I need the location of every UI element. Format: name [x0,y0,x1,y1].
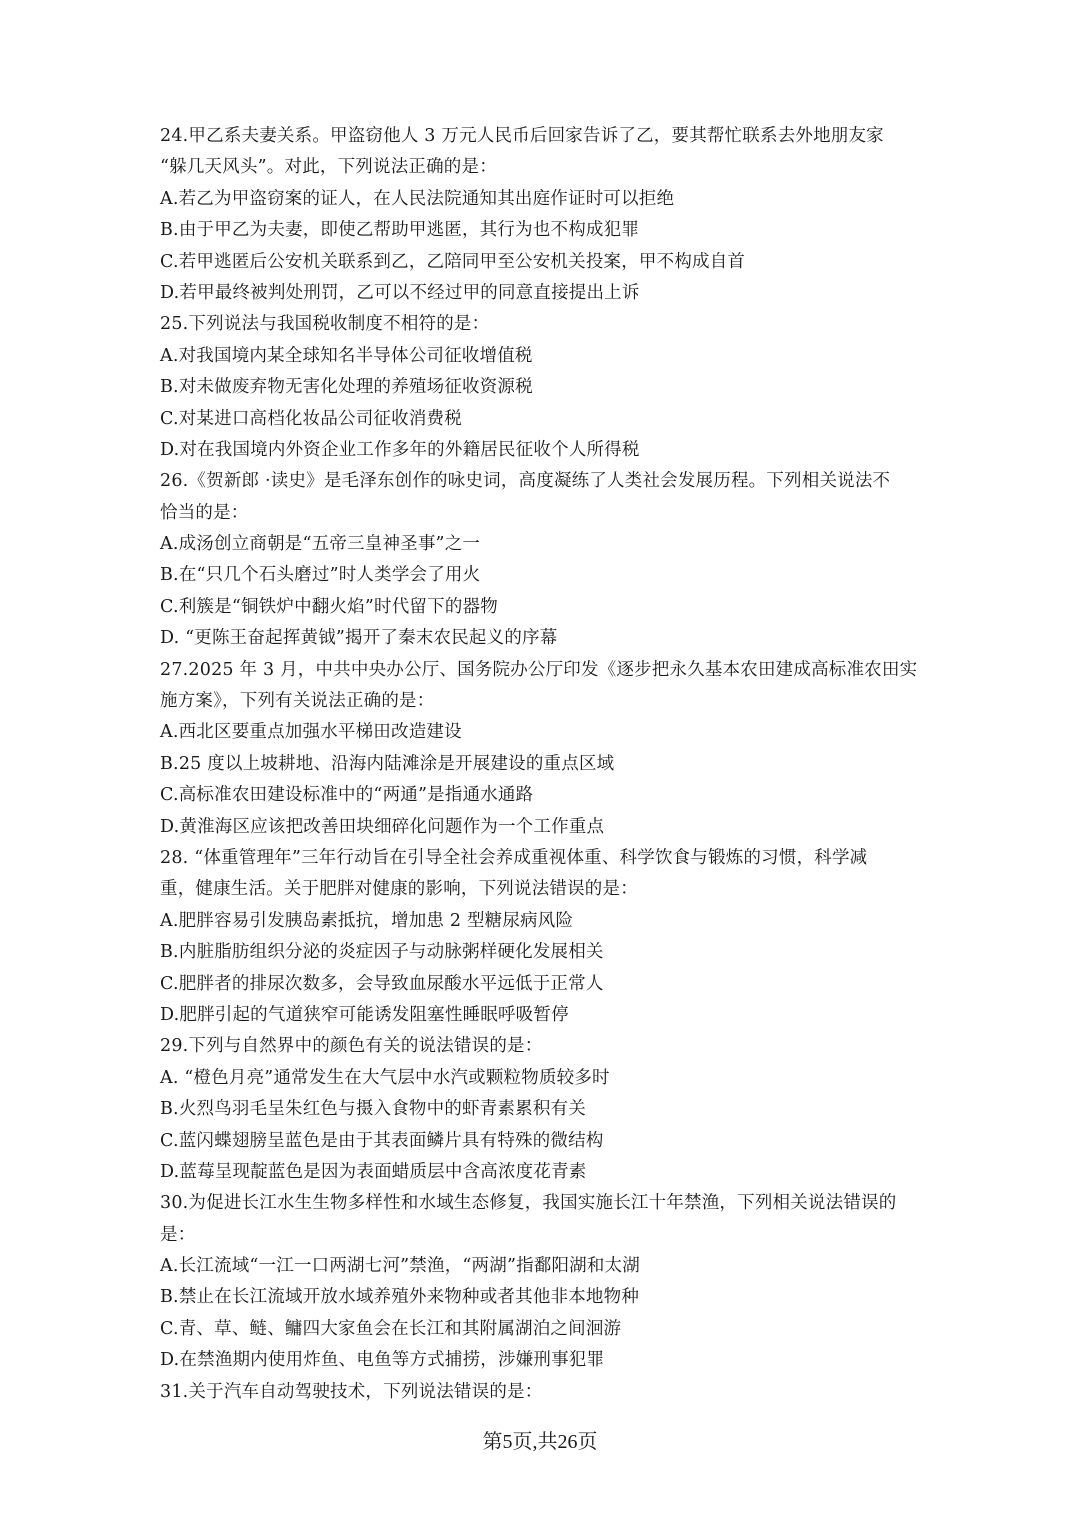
text-line: D. “更陈王奋起挥黄钺”揭开了秦末农民起义的序幕 [160,628,558,649]
text-line: B.火烈鸟羽毛呈朱红色与摄入食物中的虾青素累积有关 [160,1099,586,1120]
text-line: 29.下列与自然界中的颜色有关的说法错误的是： [160,1036,543,1057]
text-line: C.肥胖者的排尿次数多，会导致血尿酸水平远低于正常人 [160,973,604,994]
text-line: “躲几天风头”。对此，下列说法正确的是： [160,157,497,178]
text-line: B.对未做废弃物无害化处理的养殖场征收资源税 [160,377,533,398]
text-line: B.在“只几个石头磨过”时人类学会了用火 [160,565,481,586]
text-line: 恰当的是： [160,502,249,523]
text-line: C.对某进口高档化妆品公司征收消费税 [160,408,462,429]
text-line: 27.2025 年 3 月，中共中央办公厅、国务院办公厅印发《逐步把永久基本农田建成高标准农田实 [160,659,918,680]
text-line: B.由于甲乙为夫妻，即使乙帮助甲逃匿，其行为也不构成犯罪 [160,220,640,241]
text-line: A.西北区要重点加强水平梯田改造建设 [160,722,462,743]
text-line: 26.《贺新郎 ·读史》是毛泽东创作的咏史词，高度凝练了人类社会发展历程。下列相关说法不 [160,471,891,492]
text-line: D.在禁渔期内使用炸鱼、电鱼等方式捕捞，涉嫌刑事犯罪 [160,1350,605,1371]
text-line: D.肥胖引起的气道狭窄可能诱发阻塞性睡眠呼吸暂停 [160,1004,569,1025]
text-line: C.利簇是“铜铁炉中翻火焰”时代留下的器物 [160,596,498,617]
text-line: D.黄淮海区应该把改善田块细碎化问题作为一个工作重点 [160,816,605,837]
page-number-footer: 第5页,共26页 [482,1431,598,1453]
text-line: C.青、草、鲢、鳙四大家鱼会在长江和其附属湖泊之间洄游 [160,1318,622,1339]
text-line: D.对在我国境内外资企业工作多年的外籍居民征收个人所得税 [160,439,640,460]
question-text-block [160,121,1002,1408]
text-line: D.蓝莓呈现靛蓝色是因为表面蜡质层中含高浓度花青素 [160,1161,587,1182]
text-line: A.肥胖容易引发胰岛素抵抗，增加患 2 型糖尿病风险 [160,910,574,931]
text-line: 25.下列说法与我国税收制度不相符的是： [160,314,490,335]
text-line: A. “橙色月亮”通常发生在大气层中水汽或颗粒物质较多时 [160,1067,610,1088]
text-line: A.长江流域“一江一口两湖七河”禁渔，“两湖”指鄱阳湖和太湖 [160,1256,640,1277]
text-line: 施方案》，下列有关说法正确的是： [160,691,435,712]
text-line: C.蓝闪蝶翅膀呈蓝色是由于其表面鳞片具有特殊的微结构 [160,1130,604,1151]
text-line: C.高标准农田建设标准中的“两通”是指通水通路 [160,785,534,806]
text-line: C.若甲逃匿后公安机关联系到乙，乙陪同甲至公安机关投案，甲不构成自首 [160,251,746,272]
text-line: 28. “体重管理年”三年行动旨在引导全社会养成重视体重、科学饮食与锻炼的习惯，科学减 [160,847,868,868]
text-line: B.内脏脂肪组织分泌的炎症因子与动脉粥样硬化发展相关 [160,942,604,963]
text-line: 是： [160,1224,196,1245]
text-line: 重，健康生活。关于肥胖对健康的影响，下列说法错误的是： [160,879,638,900]
text-line: 31.关于汽车自动驾驶技术，下列说法错误的是： [160,1381,543,1402]
text-line: A.成汤创立商朝是“五帝三皇神圣事”之一 [160,534,481,555]
text-line: A.对我国境内某全球知名半导体公司征收增值税 [160,345,533,366]
text-line: B.禁止在长江流域开放水域养殖外来物种或者其他非本地物种 [160,1287,640,1308]
text-line: D.若甲最终被判处刑罚，乙可以不经过甲的同意直接提出上诉 [160,282,640,303]
text-line: 30.为促进长江水生生物多样性和水域生态修复，我国实施长江十年禁渔，下列相关说法错误的 [160,1193,897,1214]
text-line: B.25 度以上坡耕地、沿海内陆滩涂是开展建设的重点区域 [160,753,615,774]
text-line: 24.甲乙系夫妻关系。甲盗窃他人 3 万元人民币后回家告诉了乙，要其帮忙联系去外地朋友家 [160,126,884,146]
text-line: A.若乙为甲盗窃案的证人，在人民法院通知其出庭作证时可以拒绝 [160,188,675,209]
